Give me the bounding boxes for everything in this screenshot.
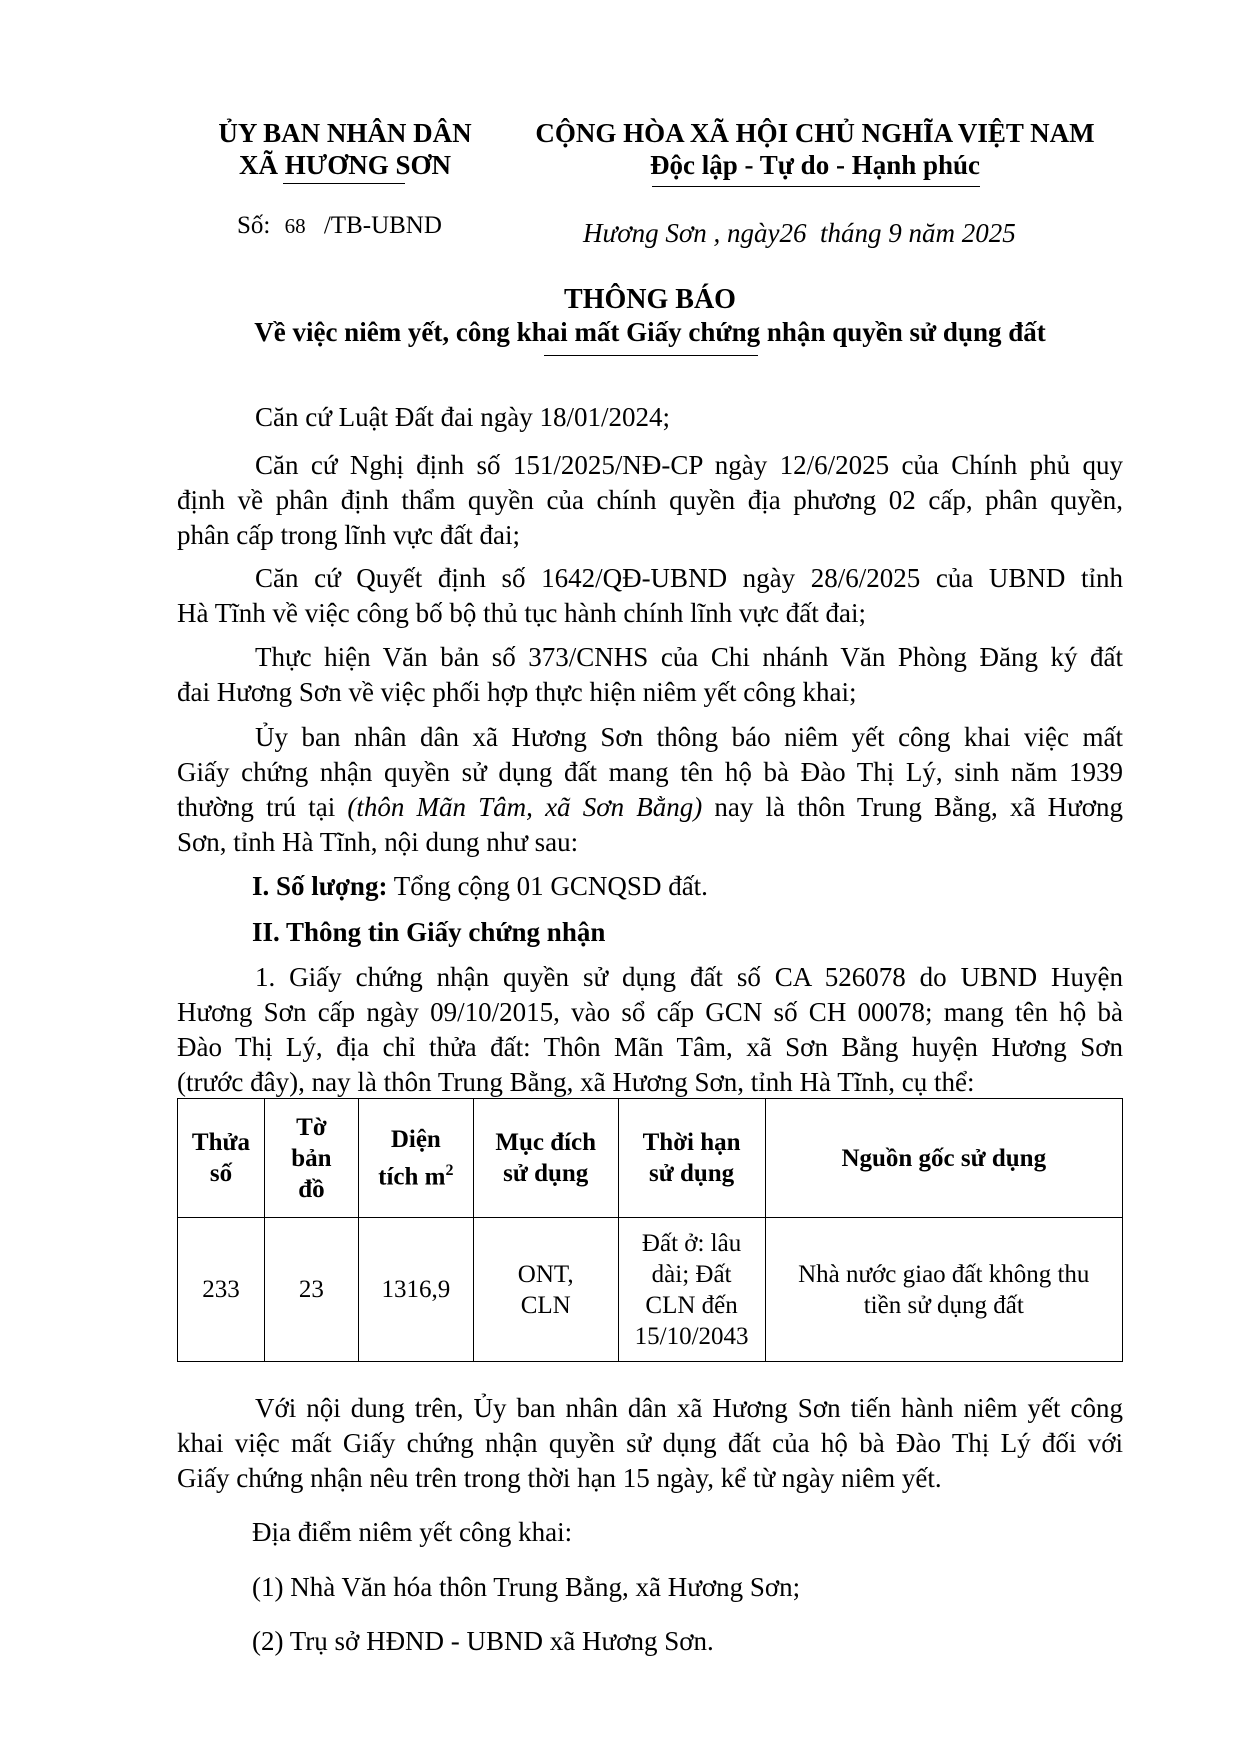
col-header-parcel: Thửa số xyxy=(178,1099,265,1218)
col-header-map-sheet: Tờ bản đồ xyxy=(264,1099,358,1218)
motto-underline xyxy=(652,186,980,187)
cell-term: Đất ở: lâu dài; Đất CLN đến 15/10/2043 xyxy=(618,1218,765,1362)
doc-number-label: Số: xyxy=(237,212,271,239)
body-paragraph-4-line1: Thực hiện Văn bản số 373/CNHS của Chi nhánh Văn Phòng Đăng ký đất xyxy=(255,642,1123,672)
body-paragraph-5-line2: Giấy chứng nhận quyền sử dụng đất mang tên hộ bà Đào Thị Lý, sinh năm 1939 xyxy=(177,757,1123,787)
section-1-label: I. Số lượng: xyxy=(252,871,388,901)
conclusion-line3: Giấy chứng nhận nêu trên trong thời hạn 15 ngày, kể từ ngày niêm yết. xyxy=(177,1463,942,1493)
section-1 xyxy=(252,871,708,902)
body-paragraph-2-line2: định về phân định thẩm quyền của chính quyền địa phương 02 cấp, phân quyền, xyxy=(177,485,1123,515)
p5-text-italic: (thôn Mãn Tâm, xã Sơn Bằng) xyxy=(347,792,703,822)
col-header-origin: Nguồn gốc sử dụng xyxy=(765,1099,1122,1218)
col-header-area: Diện tích $m^2$ xyxy=(358,1099,473,1218)
col-header-term: Thời hạn sử dụng xyxy=(618,1099,765,1218)
body-paragraph-2-line3: phân cấp trong lĩnh vực đất đai; xyxy=(177,520,521,550)
certificate-table xyxy=(177,1098,1123,1362)
cell-parcel: 233 xyxy=(178,1218,265,1362)
body-paragraph-5-line3 xyxy=(177,792,1123,823)
doc-number-suffix: /TB-UBND xyxy=(323,212,442,239)
table-row xyxy=(178,1218,1123,1362)
notice-subtitle: Về việc niêm yết, công khai mất Giấy chứng nhận quyền sử dụng đất xyxy=(254,317,1046,347)
nation-line2: Độc lập - Tự do - Hạnh phúc xyxy=(649,150,981,180)
p5-text-a: thường trú tại xyxy=(177,792,348,822)
p5-text-c: nay là thôn Trung Bằng, xã Hương xyxy=(702,792,1123,822)
body-paragraph-3-line2: Hà Tĩnh về việc công bố bộ thủ tục hành chính lĩnh vực đất đai; xyxy=(177,598,866,628)
item-1-line3: Đào Thị Lý, địa chỉ thửa đất: Thôn Mãn Tâm, xã Sơn Bằng huyện Hương Sơn xyxy=(177,1032,1123,1062)
item-1-line1: 1. Giấy chứng nhận quyền sử dụng đất số CA 526078 do UBND Huyện xyxy=(255,962,1123,992)
cell-area: 1316,9 xyxy=(358,1218,473,1362)
cell-map-sheet: 23 xyxy=(264,1218,358,1362)
posting-place-1: (1) Nhà Văn hóa thôn Trung Bằng, xã Hương Sơn; xyxy=(252,1572,801,1602)
nation-line1: CỘNG HÒA XÃ HỘI CHỦ NGHĨA VIỆT NAM xyxy=(535,118,1095,148)
doc-number-value: 68 xyxy=(284,214,306,238)
body-paragraph-1: Căn cứ Luật Đất đai ngày 18/01/2024; xyxy=(255,402,671,432)
body-paragraph-5-line1: Ủy ban nhân dân xã Hương Sơn thông báo niêm yết công khai việc mất xyxy=(255,722,1123,752)
body-paragraph-5-line4: Sơn, tỉnh Hà Tĩnh, nội dung như sau: xyxy=(177,827,579,857)
body-paragraph-4-line2: đai Hương Sơn về việc phối hợp thực hiện niêm yết công khai; xyxy=(177,677,857,707)
body-paragraph-3-line1: Căn cứ Quyết định số 1642/QĐ-UBND ngày 28/6/2025 của UBND tỉnh xyxy=(255,563,1123,593)
col-header-purpose: Mục đích sử dụng xyxy=(473,1099,618,1218)
body-paragraph-2-line1: Căn cứ Nghị định số 151/2025/NĐ-CP ngày 12/6/2025 của Chính phủ quy xyxy=(255,450,1123,480)
cell-origin: Nhà nước giao đất không thu tiền sử dụng đất xyxy=(765,1218,1122,1362)
notice-title: THÔNG BÁO xyxy=(564,284,736,315)
section-1-text: Tổng cộng 01 GCNQSD đất. xyxy=(387,871,708,901)
doc-number xyxy=(237,212,442,240)
org-name-line2: XÃ HƯƠNG SƠN xyxy=(238,150,451,180)
conclusion-line2: khai việc mất Giấy chứng nhận quyền sử dụng đất của hộ bà Đào Thị Lý đối với xyxy=(177,1428,1123,1458)
posting-place-2: (2) Trụ sở HĐND - UBND xã Hương Sơn. xyxy=(252,1626,714,1656)
cell-purpose: ONT, CLN xyxy=(473,1218,618,1362)
conclusion-line1: Với nội dung trên, Ủy ban nhân dân xã Hương Sơn tiến hành niêm yết công xyxy=(255,1393,1123,1423)
place-date: Hương Sơn , ngày26 tháng 9 năm 2025 xyxy=(583,218,1016,248)
item-1-line4: (trước đây), nay là thôn Trung Bằng, xã Hương Sơn, tỉnh Hà Tĩnh, cụ thể: xyxy=(177,1067,975,1097)
org-underline xyxy=(283,183,405,184)
table-header-row xyxy=(178,1099,1123,1218)
section-2-title: II. Thông tin Giấy chứng nhận xyxy=(252,917,606,947)
posting-places-title: Địa điểm niêm yết công khai: xyxy=(252,1517,573,1547)
org-name-line1: ỦY BAN NHÂN DÂN xyxy=(218,118,472,148)
subtitle-underline xyxy=(544,355,758,356)
item-1-line2: Hương Sơn cấp ngày 09/10/2015, vào sổ cấp GCN số CH 00078; mang tên hộ bà xyxy=(177,997,1123,1027)
